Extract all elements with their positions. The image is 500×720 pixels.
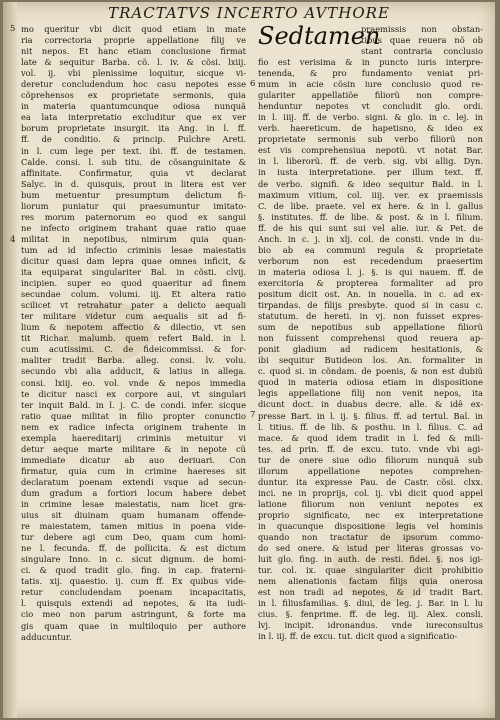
text-line: verborum non est recedendum praesertim [258,255,483,266]
binding-gutter [3,2,17,718]
text-line: dicunt doct. in duabus decre. alle. & idê ex- [258,399,483,410]
text-line: nem ex radice infecta originem trahente in [21,421,246,432]
text-line: legis appellatione filij non venit nepos, ita [258,388,483,399]
margin-number-7: 7 [250,410,256,420]
text-line: ria correctoria proprie appellatione filij ve [21,35,246,46]
text-line: militat in nepotibus, nimirum quia quan- [21,233,246,244]
text-line: ff. de conditio. & princip. Pulchre Areti. [21,134,246,145]
text-line: tur debere agi cum Deo, quam cum homi- [21,532,246,543]
text-line: ter militare videtur cum aequalis sit ad fi- [21,311,246,322]
text-line: tirpandas. de filijs presbyte. quod si in casu c. [258,300,483,311]
text-line: exempla haereditarij criminis metuitur vi [21,432,246,443]
running-head: TRACTATVS INCERTO AVTHORE [108,4,390,22]
text-line: immediate dicatur ab auo deriuari. Con [21,454,246,465]
text-line: proprio significato, nec ex interpretatione [258,509,483,520]
text-line: tum ad id infectio criminis lesae maiestatis [21,244,246,255]
text-line: nit nepos. Et hanc etiam conclusione firmat [21,46,246,57]
text-line: quod in materia odiosa etiam in dispositione [258,377,483,388]
text-line: est non tradi ad nepotes, & id tradit Bart. [258,587,483,598]
text-line: adducuntur. [21,631,72,642]
text-line: uius sit diuinam quam humanam offende- [21,510,246,521]
text-line: in quacunque dispositione legis vel hominis [258,520,483,531]
text-line: declaratum poenam extendi vsque ad secun- [21,476,246,487]
text-line: l. quisquis extendi ad nepotes, & ita iudi- [21,598,246,609]
text-line: cio meo non parum astringunt, & forte ma [21,609,246,620]
text-line: late & sequitur Barba. cõ. l. iv. & cõsi. lxiij. [21,57,246,68]
text-line: detur aeque marte militare & in nepote cũ [21,443,246,454]
text-line: bum metuentur presumptum delictum fi- [21,189,246,200]
text-line: gis quam quae in multiloquio per authore [21,620,246,631]
text-line: in l. liberorũ. ff. de verb. sig. vbi allig. Dyn. [258,156,483,167]
text-line: illorum appellatione nepotes comprehen- [258,465,483,476]
text-line: ita equiparat singulariter Bal. in cõsti. clvij. [21,267,246,278]
text-line: quando non tractatur de ipsorum commo- [258,532,483,543]
text-line: scilicet vt retrahatur pater a delicto aequali [21,300,246,311]
text-line: bio ab ea communi regula & proprietate [258,244,483,255]
text-line: statutum. de hereti. in vj. non fuisset expres- [258,311,483,322]
text-line: latione filiorum non veniunt nepotes ex [258,498,483,509]
text-line: de verbo. signifi. & ideo sequitur Bald. in l. [258,178,483,189]
text-line: tibus quae reuera nõ ob [361,35,483,46]
text-line: Anch. in c. j. in xlj. col. de consti. vnde in du- [258,233,483,244]
text-line: ratio quae militat in filio propter conunctio [21,410,246,421]
margin-number-6: 6 [250,79,256,89]
text-line: affinitate. Confirmatur, quia vt declarat [21,167,246,178]
text-line: verb. haereticum. de hapetisno, & ideo ex [258,123,483,134]
text-line: in l. iij. ff. de excu. tut. dicit quod a significatio- [258,631,458,642]
text-line: retur concludendam poenam incapacitatis, [21,587,246,598]
text-line: praemissis non obstan- [361,24,483,34]
margin-number-4: 4 [10,235,16,245]
text-line: res morum paternorum eo quod ex sangui [21,211,246,222]
text-line: dum gradum a fortiori locum habere debet [21,487,246,498]
text-line: mum in acie cõsin iure conclusio quod re- [258,79,483,90]
text-line: henduntur nepotes vt concludit glo. ordi. [258,101,483,112]
text-line: luit glo. fing. in auth. de resti. fidei. §. nos igi- [258,554,483,565]
text-line: sum de nepotibus sub appellatione filiorũ [258,322,483,333]
text-line: C. de libe. praete. vel ex here. & in l. gallus [258,200,483,211]
text-line: in materia odiosa l. j. §. is qui nauem. ff. de [258,266,483,277]
text-line: lium & nepotem affectio & dilectio, vt sen [21,322,246,333]
text-line: cius. §. fenprime. ff. de leg. iij. Alex. consli. [258,609,483,620]
book-page [3,2,495,718]
text-line: maliter tradit Barba. alleg. consi. lv. volu. [21,355,246,366]
text-line: inci. ne in proprijs, col. ij. vbi dicit quod appel [258,487,483,498]
text-line: §. institutes. ff. de libe. & post. & in l. filium. [258,211,483,222]
left-text-column [21,24,246,643]
text-line: ci. & quod tradit glo. fing. in cap. fraterni- [21,565,246,576]
sed-tamen-lines [361,24,483,57]
text-line: tes. ad prin. ff. de excu. tuto. vnde vbi agi- [258,443,483,454]
text-line: in iusta interpretatione. per illum text. ff. [258,167,483,178]
text-line: ne l. fecunda. ff. de pollicita. & est dictum [21,543,246,554]
text-line: cõprehensos ex proprietate sermonis, quia [21,90,246,101]
text-line: nem alienationis factam filijs quia onerosa [258,576,483,587]
text-line: est vis comprehensiua nepotũ. vt notat Bar. [258,145,483,156]
text-line: liorum puniatur qui praesumuntur imitato- [21,200,246,211]
text-line: duntur. ita expresse Pau. de Castr. cõsi. clxx. [258,476,483,487]
right-text-column [258,24,483,642]
text-line: firmatur, quia cum in crimine haereses sit [21,465,246,476]
text-line: in l. cum lege per text. ibi. ff. de testamen. [21,145,246,156]
text-line: in materia quantumcunque odiosa nunquã [21,101,246,112]
text-line: Salyc. in d. quisquis, prout in litera est ver [21,178,246,189]
text-line: ponit gladium ad radicem hesitationis, & [258,344,483,355]
text-line: cum acutissimi. C. de fideicommissi. & for- [21,344,246,355]
text-line: dicitur quasi dam lepra quae omnes inficit, & [21,255,246,266]
text-line: consi. lxiij. eo. vol. vnde & nepos immedia [21,377,246,388]
text-line: l. titius. ff. de lib. & posthu. in l. filius. C. ad [258,421,483,432]
text-line: tit Richar. malumb. quem refert Bald. in l. [21,333,246,344]
text-line: do sed onere. & istud per literas grossas vo- [258,543,483,554]
text-line: maximum vitium, col. iiij. ver. ex praemissis [258,189,483,200]
text-line: mo queritur vbi dicit quod etiam in mate [21,24,246,34]
text-line: non fuissent comprehensi quod reuera ap- [258,333,483,344]
text-line: Calde. consi. l. sub titu. de cõsanguinitate & [21,156,246,167]
text-line: tenenda, & pro fundamento veniat pri- [258,68,483,79]
text-line: ff. de his qui sunt sui vel alie. iur. & Pet. de [258,222,483,233]
text-line: in l. filiusfamilias. §. diui, de leg. j. Bar. in l. lu [258,598,483,609]
margin-number-5: 5 [10,24,16,34]
text-line: proprietate sermonis sub verbo filiorũ non [258,134,483,145]
text-line: lvj. incipit. idronandus. vnde iureconsultus [258,620,483,631]
text-line: singulare Inno. in c. sicut dignum. de homi- [21,554,246,565]
text-line: ibi sequitur Butideon los. An. formaliter in [258,355,483,366]
text-line: stant contraria conclusio [361,46,483,57]
text-line: in l. iiij. ff. de verbo. signi. & glo. in c. lej. in [258,112,483,123]
text-line: fio est verisima & in puncto iuris interpre- [258,57,483,67]
text-line: ter inquit Bald. in l. j. C. de condi. infer. sicque [21,399,246,410]
text-line: positum dicit ost. An. in nouella. in c. ad ex- [258,288,483,299]
text-line: ea lata interpretatio excluditur que ex ver [21,112,246,123]
text-line: c. quod si. in cõndam. de poenis, & non est dubiũ [258,366,483,377]
right-text-body [258,57,483,642]
text-line: secundae colum. volumi. iij. Et altera ratio [21,289,246,300]
text-line: ne infecto originem trahant quae ratio quae [21,222,246,233]
text-line: mace. & quod idem tradit in l. fed & mili- [258,432,483,443]
text-line: borum proprietate insurgit. ita Ang. in l. ff. [21,123,246,134]
text-line: tatis. xij. quaestio. ij. cum ff. Ex quibus vide- [21,576,246,587]
text-line: deretur concludendum hoc casu nepotes esse [21,79,246,90]
text-line: gulariter appellatiõe filiorũ non compre- [258,90,483,101]
text-line: te dicitur nasci ex corpore aui, vt singulari [21,388,246,399]
text-line: incipien. super eo quod quaeritur ad finem [21,278,246,289]
sed-tamen-block [258,24,483,57]
text-line: presse Bart. in l. ij. §. filius. ff. ad tertul. Bal. in [258,410,483,421]
text-line: re maiestatem, tamen mitius in poena vide- [21,521,246,532]
text-line: in crimine lesae maiestatis, nam licet gra- [21,499,246,510]
text-line: vol. ij. vbi plenissime loquitur, sicque vi- [21,68,246,79]
text-line: secundo vbi alia adducit, & latius in allega. [21,366,246,377]
text-line: tur de onere siue odio filiorum nunquã sub [258,454,483,465]
text-line: tur. col. ix. quae singulariter dicit prohibitio [258,565,483,576]
sed-tamen-initial: Sedtamen [258,22,381,50]
text-line: exercitoria & propterea formaliter ad pro [258,277,483,288]
